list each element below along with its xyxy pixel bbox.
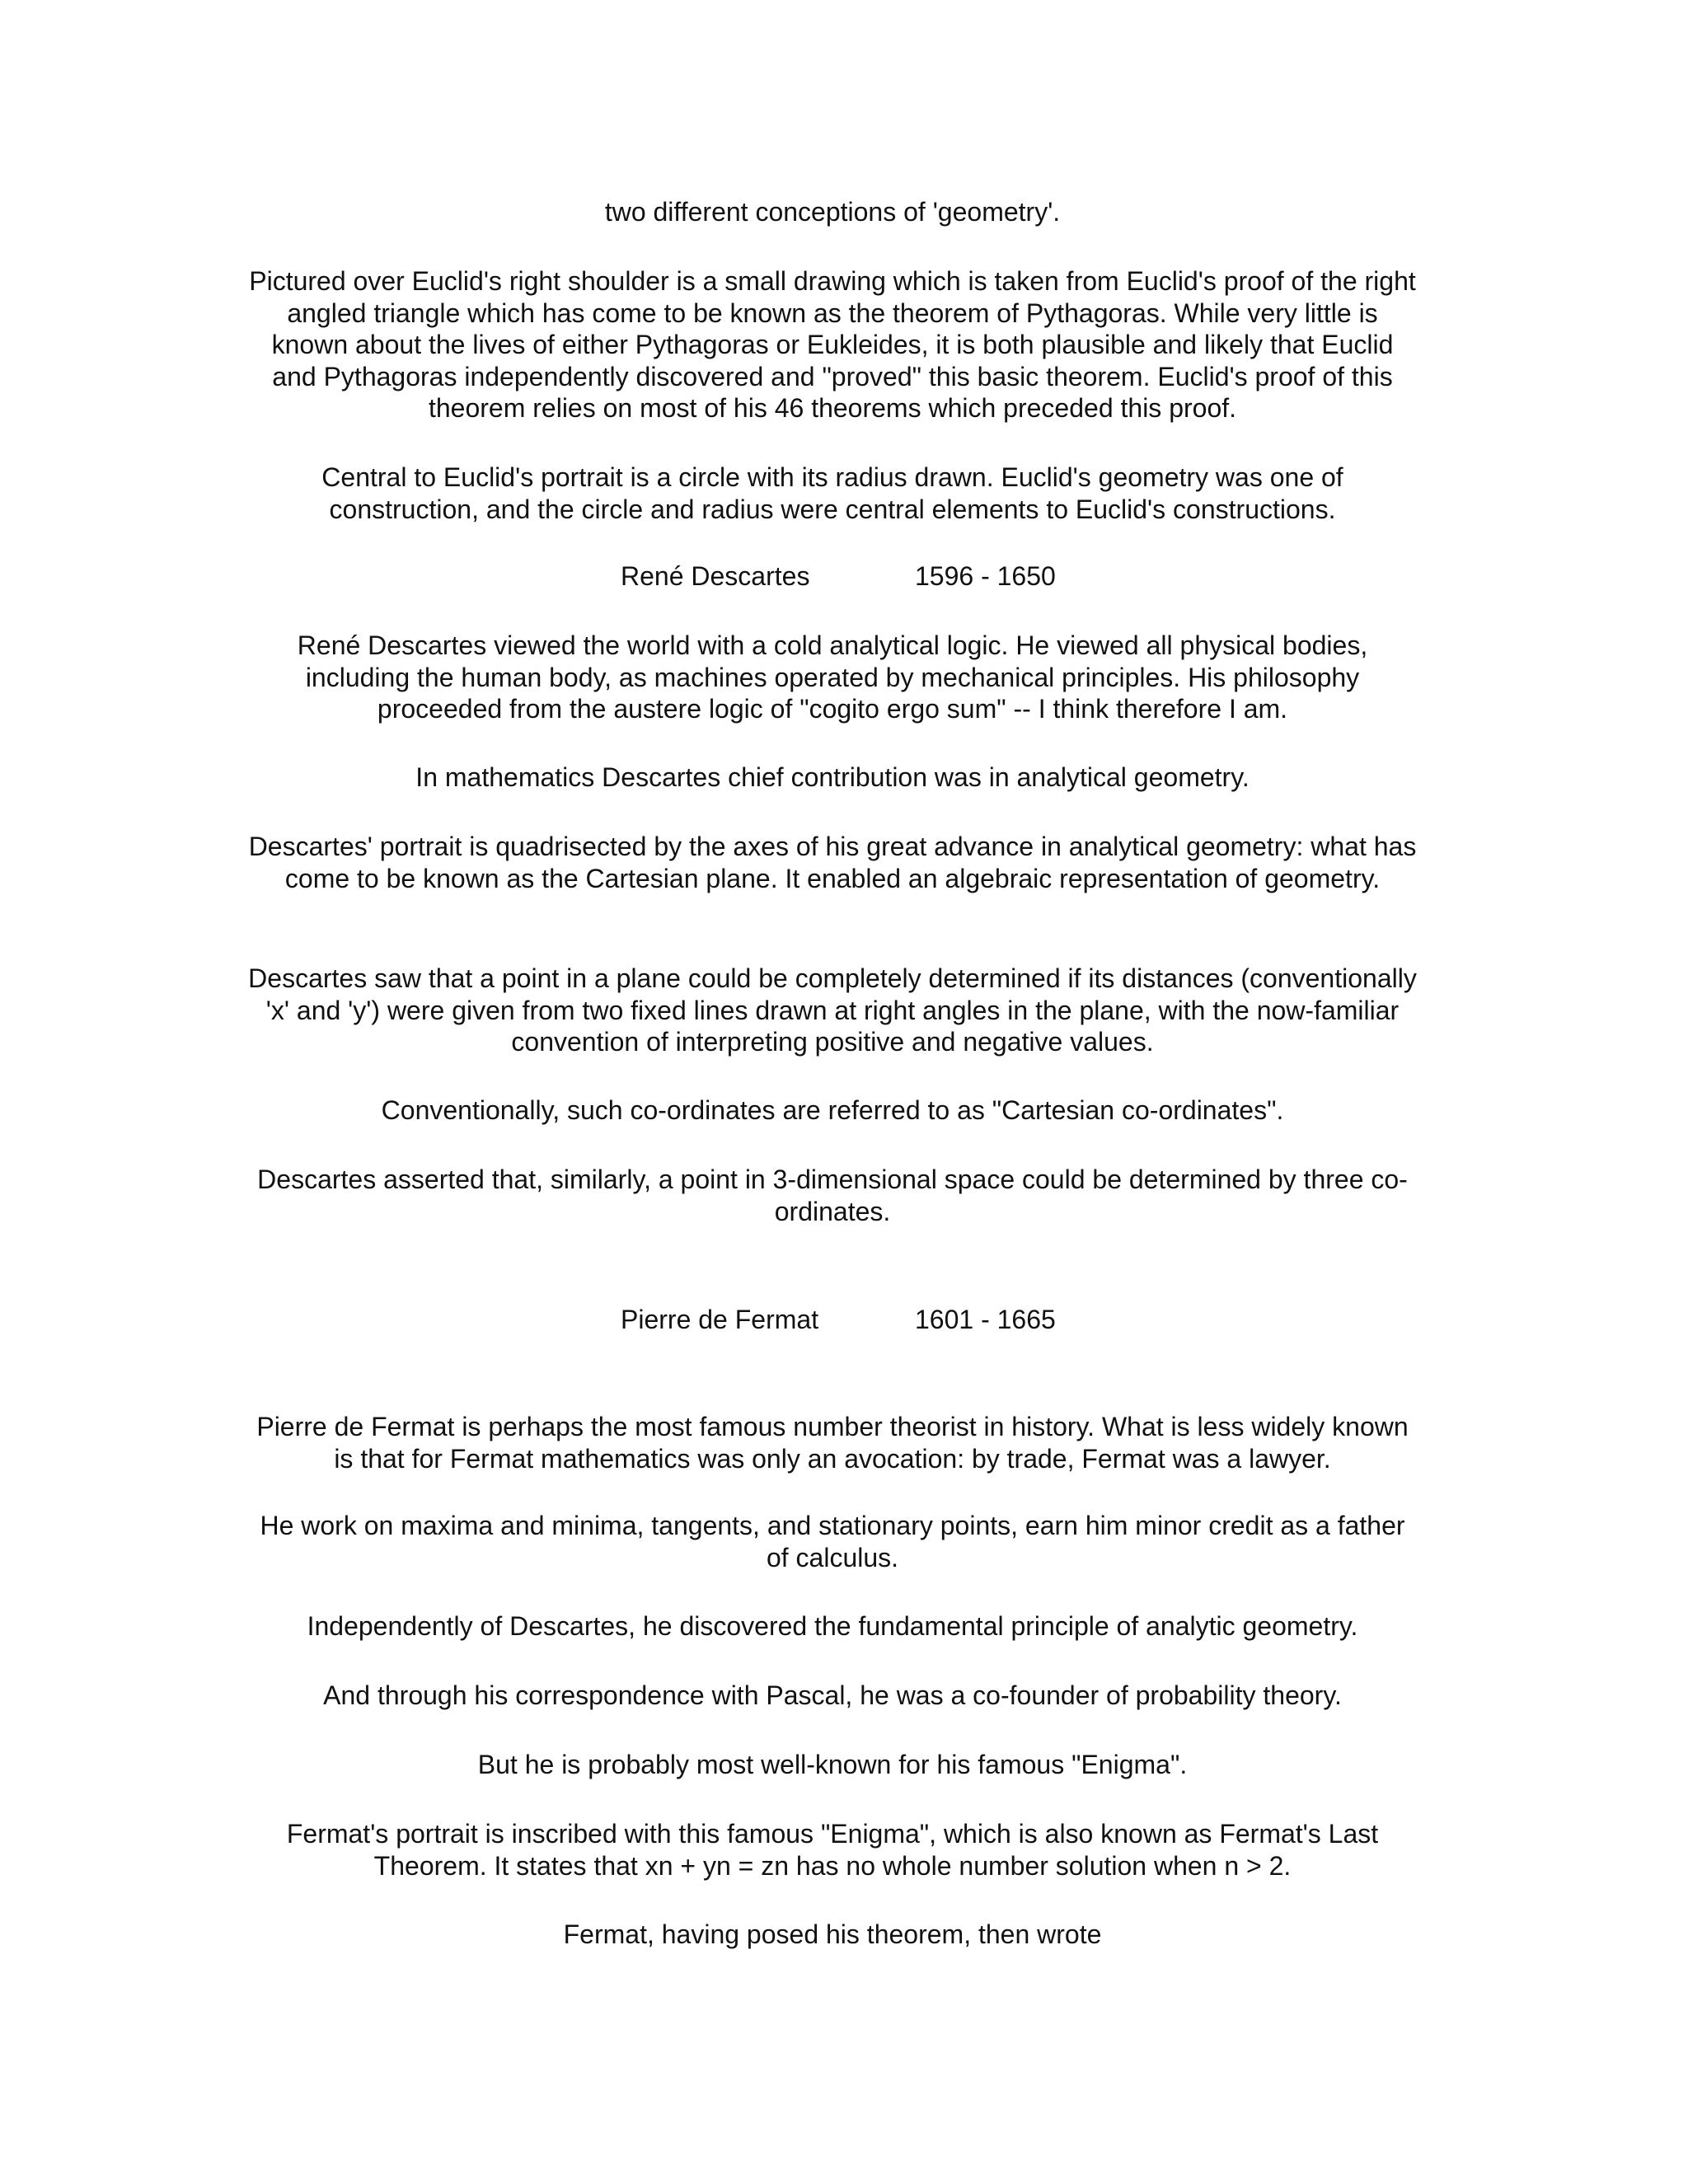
- descartes-paragraph-5: Conventionally, such co-ordinates are referred to as "Cartesian co-ordinates".: [381, 1095, 1284, 1125]
- descartes-paragraph-1: René Descartes viewed the world with a cold analytical logic. He viewed all physical bodies, including the human body, as machines operated by mechanical principles. His philosophy proceeded from the austere logic of "cogito ergo sum" -- I think therefore I am.: [297, 630, 1368, 724]
- descartes-dates: 1596 - 1650: [915, 561, 1056, 591]
- descartes-paragraph-2: In mathematics Descartes chief contribution was in analytical geometry.: [415, 762, 1250, 792]
- fermat-paragraph-7: Fermat, having posed his theorem, then wrote: [563, 1919, 1102, 1949]
- fermat-heading: [0, 1304, 1688, 1337]
- fermat-paragraph-4: And through his correspondence with Pascal, he was a co-founder of probability theory.: [323, 1680, 1342, 1710]
- descartes-heading: [0, 560, 1688, 593]
- descartes-paragraph-4: Descartes saw that a point in a plane could be completely determined if its distances (conventionally 'x' and 'y') were given from two fixed lines drawn at right angles in the plane, with the now-familiar convention of interpreting positive and negative values.: [248, 963, 1417, 1057]
- descartes-name: René Descartes: [621, 561, 810, 591]
- euclid-circle-paragraph: Central to Euclid's portrait is a circle with its radius drawn. Euclid's geometry was one of construction, and the circle and radius were central elements to Euclid's constructions.: [321, 462, 1343, 524]
- intro-fragment: two different conceptions of 'geometry'.: [604, 197, 1061, 227]
- fermat-paragraph-3: Independently of Descartes, he discovered the fundamental principle of analytic geometry.: [307, 1611, 1358, 1641]
- descartes-paragraph-6: Descartes asserted that, similarly, a point in 3-dimensional space could be determined by three co-ordinates.: [257, 1165, 1408, 1226]
- fermat-paragraph-1: Pierre de Fermat is perhaps the most famous number theorist in history. What is less widely known is that for Fermat mathematics was only an avocation: by trade, Fermat was a lawyer.: [256, 1412, 1409, 1474]
- euclid-pythagoras-paragraph: Pictured over Euclid's right shoulder is a small drawing which is taken from Euclid's proof of the right angled triangle which has come to be known as the theorem of Pythagoras. While very little is known about the lives of either Pythagoras or Eukleides, it is both plausible and likely that Euclid and Pythagoras independently discovered and "proved" this basic theorem. Euclid's proof of this theorem relies on most of his 46 theorems which preceded this proof.: [249, 266, 1416, 423]
- descartes-paragraph-3: Descartes' portrait is quadrisected by the axes of his great advance in analytical geometry: what has come to be known as the Cartesian plane. It enabled an algebraic representation of geometry.: [248, 832, 1417, 893]
- fermat-paragraph-6: Fermat's portrait is inscribed with this famous "Enigma", which is also known as Fermat's Last Theorem. It states that xn + yn = zn has no whole number solution when n > 2.: [286, 1819, 1379, 1881]
- fermat-dates: 1601 - 1665: [915, 1305, 1056, 1334]
- fermat-name: Pierre de Fermat: [621, 1305, 819, 1334]
- fermat-paragraph-5: But he is probably most well-known for his famous "Enigma".: [477, 1750, 1188, 1779]
- fermat-paragraph-2: He work on maxima and minima, tangents, and stationary points, earn him minor credit as a father of calculus.: [260, 1511, 1405, 1572]
